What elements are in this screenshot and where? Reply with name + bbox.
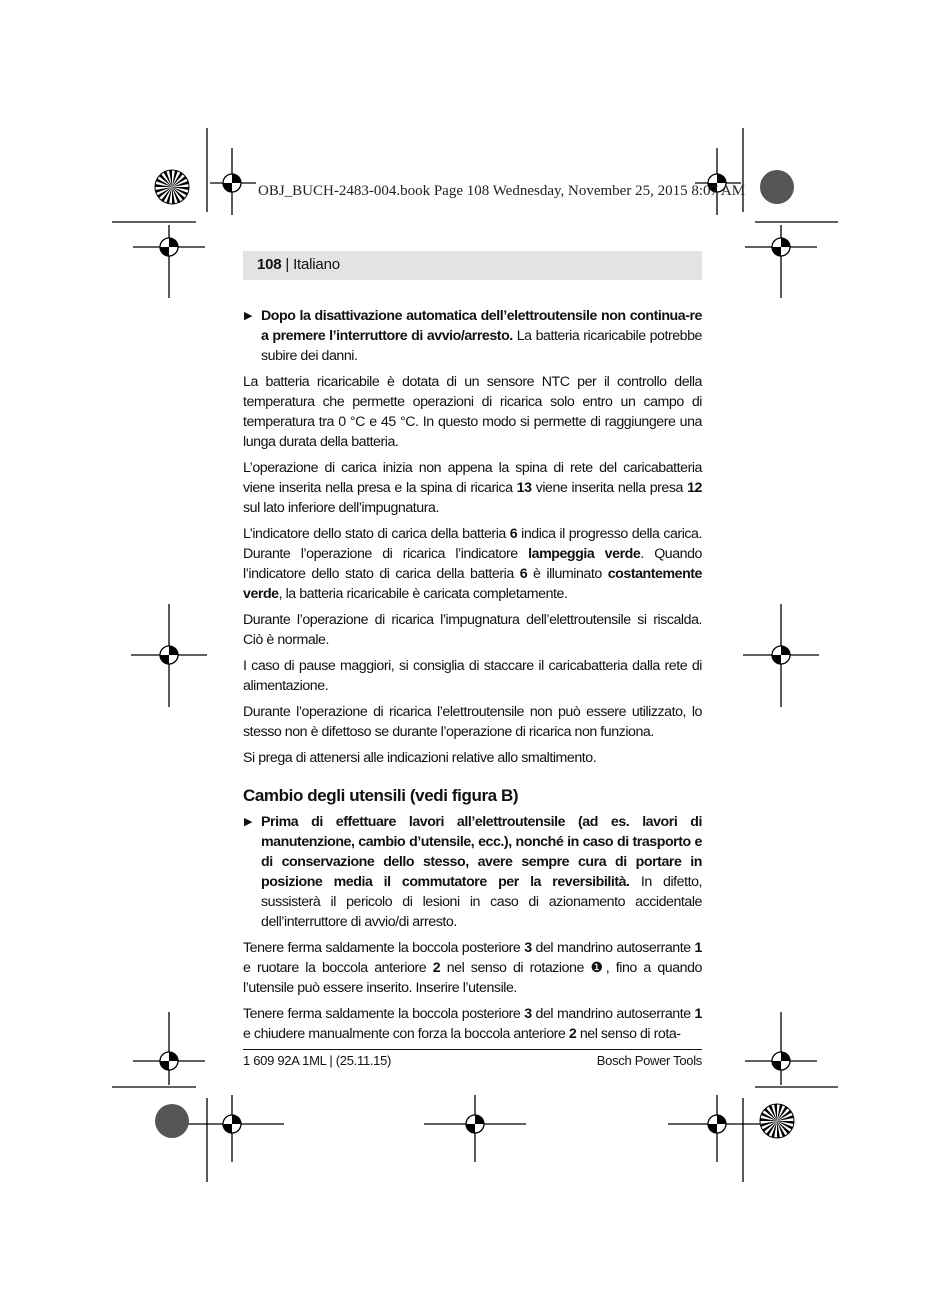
header-language: Italiano [293,256,340,273]
registration-target-icon [223,174,241,192]
bullet-bold-text: Prima di effettuare lavori all’elettroutensile (ad es. lavori di manutenzione, cambio d’utensile, ecc.), nonché in caso di trasporto e di conservazione dello stesso, avere sempre cura di portare in posizione media il commutatore per la reversibilità. [261,814,702,890]
triangle-bullet-icon: ▶ [244,310,253,322]
paragraph: I caso di pause maggiori, si consiglia di staccare il caricabatteria dalla rete di alimentazione. [243,658,702,694]
paragraph: L’indicatore dello stato di carica della batteria 6 indica il progresso della carica. Durante l’operazione di ricarica l’indicatore lampeggia verde. Quando l’indicatore dello stato di carica della batteria 6 è illuminato costantemente verde, la batteria ricaricabile è caricata completamente. [243,526,702,602]
rotation-step-icon: ❶ [590,960,606,976]
registration-target-icon [223,1115,241,1133]
warning-bullet [243,306,702,366]
gray-patch-icon [760,170,794,204]
registration-target-icon [160,238,178,256]
star-target-icon [155,170,189,204]
registration-target-icon [160,1052,178,1070]
bullet-text: In difetto, sussisterà il pericolo di lesioni in caso di azionamento accidentale dell’interruttore di avvio/di arresto. [261,874,703,930]
registration-target-icon [772,238,790,256]
registration-target-icon [466,1115,484,1133]
paragraph: Tenere ferma saldamente la boccola posteriore 3 del mandrino autoserrante 1 e chiudere manualmente con forza la boccola anteriore 2 nel senso di rota- [243,1006,702,1042]
footer-brand: Bosch Power Tools [596,1053,702,1068]
page-body [243,306,702,1050]
paragraph: L’operazione di carica inizia non appena la spina di rete del caricabatteria viene inserita nella presa e la spina di ricarica 13 viene inserita nella presa 12 sul lato inferiore dell’impugnatura. [243,460,702,516]
header-separator: | [281,256,294,273]
footer-rule [243,1049,702,1050]
registration-target-icon [772,646,790,664]
triangle-bullet-icon: ▶ [244,816,253,828]
star-target-icon [760,1104,794,1138]
paragraph: La batteria ricaricabile è dotata di un sensore NTC per il controllo della temperatura che permette operazioni di ricarica solo entro un campo di temperatura tra 0 °C e 45 °C. In questo modo si permette di raggiungere una lunga durata della batteria. [243,374,702,450]
bullet-text: La batteria ricaricabile potrebbe subire dei danni. [261,328,702,364]
bullet-bold-text: Dopo la disattivazione automatica dell’elettroutensile non continua-re a premere l’interruttore di avvio/arresto. [261,308,702,344]
registration-target-icon [708,1115,726,1133]
paragraph: Durante l’operazione di ricarica l’impugnatura dell’elettroutensile si riscalda. Ciò è normale. [243,612,702,648]
gray-patch-icon [155,1104,189,1138]
registration-target-icon [772,1052,790,1070]
print-slug: OBJ_BUCH-2483-004.book Page 108 Wednesday, November 25, 2015 8:07 AM [258,183,746,199]
warning-bullet [243,812,702,932]
paragraph: Si prega di attenersi alle indicazioni relative allo smaltimento. [243,750,597,766]
page-header [243,251,702,280]
registration-target-icon [160,646,178,664]
page-number: 108 [257,256,282,273]
footer-doc-number: 1 609 92A 1ML | (25.11.15) [243,1053,392,1068]
section-heading: Cambio degli utensili (vedi figura B) [243,786,519,805]
paragraph: Durante l’operazione di ricarica l’elettroutensile non può essere utilizzato, lo stesso non è difettoso se durante l’operazione di ricarica non funziona. [243,704,702,740]
paragraph: Tenere ferma saldamente la boccola posteriore 3 del mandrino autoserrante 1 e ruotare la boccola anteriore 2 nel senso di rotazione ❶, fino a quando l’utensile può essere inserito. Inserire l’utensile. [243,940,702,996]
